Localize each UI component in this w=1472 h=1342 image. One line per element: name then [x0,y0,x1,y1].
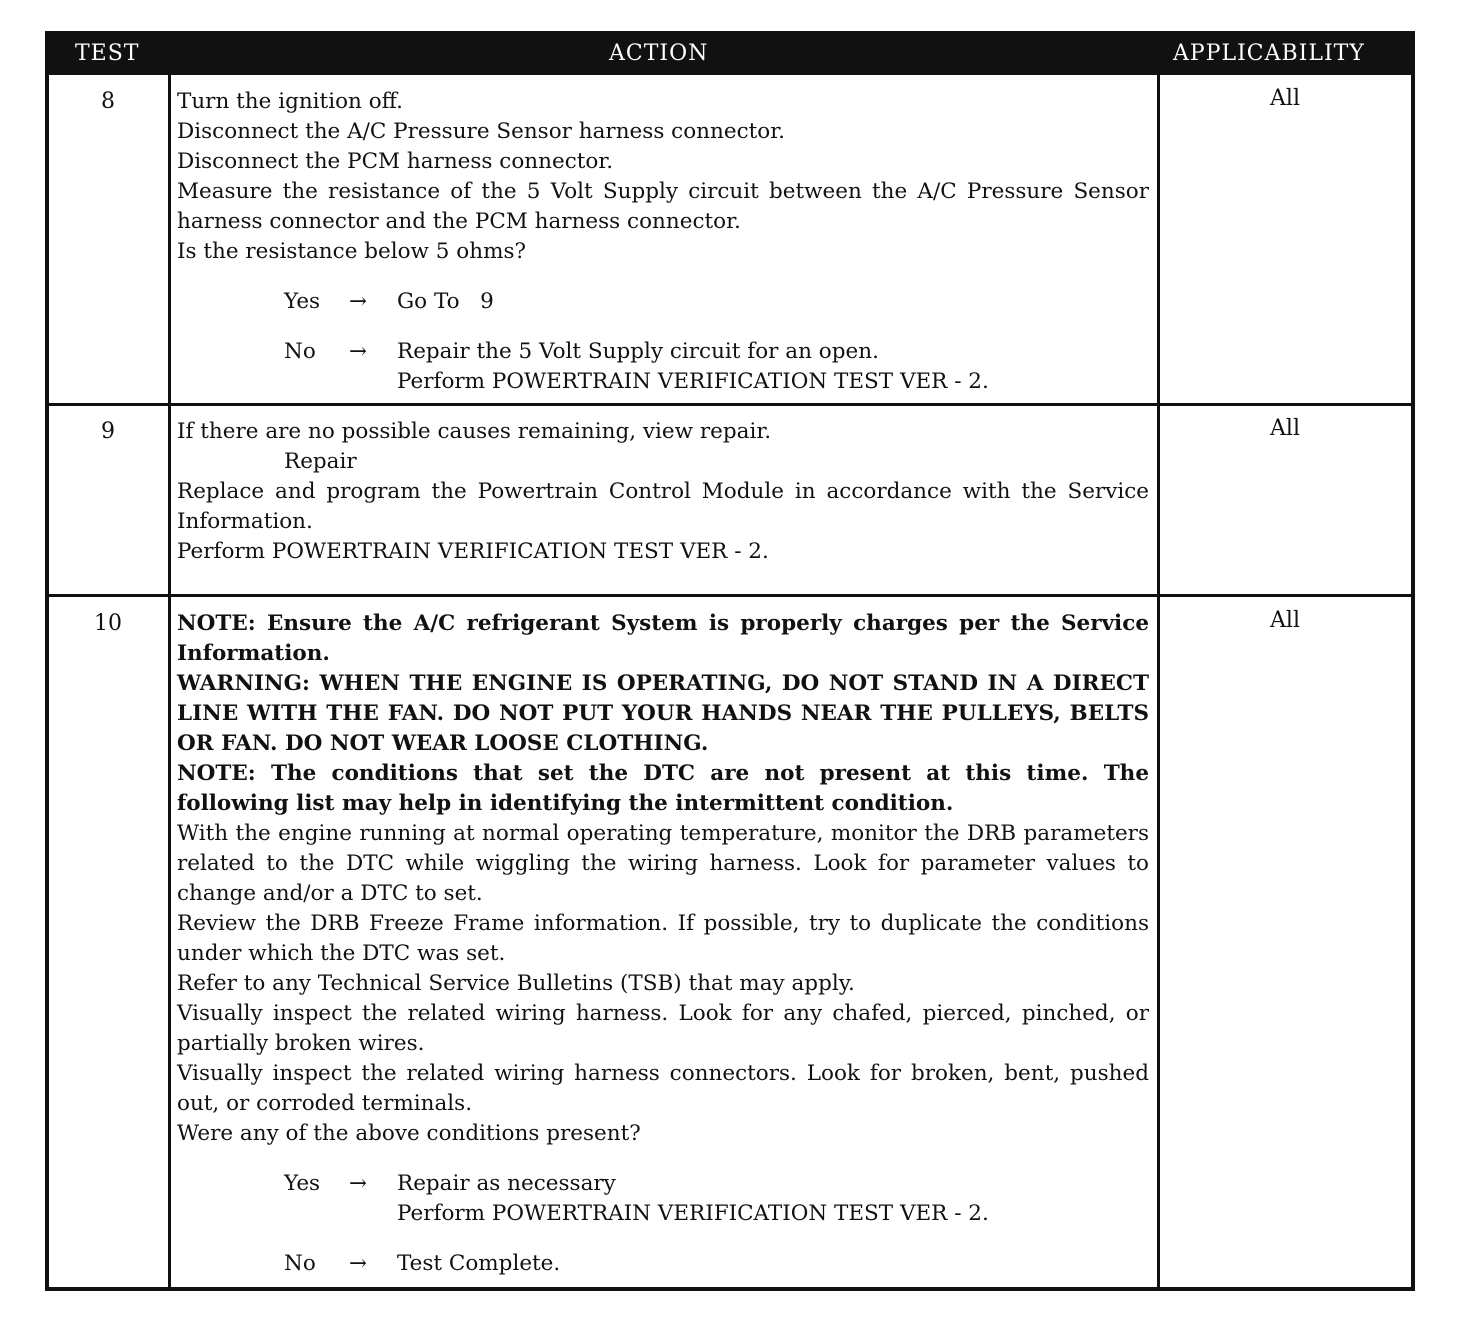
action-line: With the engine running at normal operating temperature, monitor the DRB parameters related to the DTC while wiggling the wiring harness. Look for parameter values to change and/or a DTC to set. [177,821,1149,906]
arrow-icon: → [349,1171,368,1196]
diagnostic-test-table [45,31,1415,1291]
action-line: Is the resistance below 5 ohms? [177,239,527,264]
action-line: Were any of the above conditions present? [177,1121,641,1146]
column-divider [1157,75,1160,1287]
no-label: No [284,339,316,364]
row-divider [49,594,1411,597]
yes-result: Perform POWERTRAIN VERIFICATION TEST VER - 2. [397,1201,989,1226]
answer-yes [177,287,1149,317]
test-number: 9 [101,419,115,444]
yes-result: Go To 9 [397,289,494,314]
action-line: Measure the resistance of the 5 Volt Supply circuit between the A/C Pressure Sensor harness connector and the PCM harness connector. [177,179,1149,234]
no-result: Perform POWERTRAIN VERIFICATION TEST VER - 2. [397,369,989,394]
no-label: No [284,1251,316,1276]
arrow-icon: → [349,339,368,364]
test-action [177,417,1149,567]
applicability-value: All [1270,86,1300,111]
note-text: NOTE: Ensure the A/C refrigerant System is properly charges per the Service Information. [177,611,1149,666]
test-number: 8 [101,89,115,114]
test-action [177,87,1149,397]
applicability-value: All [1270,608,1300,633]
table-header [49,35,1411,75]
row-divider [49,403,1411,406]
action-line: If there are no possible causes remaining, view repair. [177,419,772,444]
applicability-value: All [1270,416,1300,441]
header-applicability: APPLICABILITY [1173,41,1365,66]
answer-no [177,1249,1149,1279]
yes-label: Yes [284,289,321,314]
note-text: NOTE: The conditions that set the DTC are not present at this time. The following list may help in identifying the intermittent condition. [177,761,1149,816]
test-action [177,609,1149,1279]
action-line: Review the DRB Freeze Frame information. If possible, try to duplicate the conditions under which the DTC was set. [177,911,1149,966]
warning-text: WARNING: WHEN THE ENGINE IS OPERATING, DO NOT STAND IN A DIRECT LINE WITH THE FAN. DO NOT PUT YOUR HANDS NEAR THE PULLEYS, BELTS OR FAN. DO NOT WEAR LOOSE CLOTHING. [177,671,1149,756]
answer-yes [177,1169,1149,1229]
yes-result: Repair as necessary [397,1171,616,1196]
repair-text: Perform POWERTRAIN VERIFICATION TEST VER - 2. [177,539,769,564]
arrow-icon: → [349,1251,368,1276]
action-line: Visually inspect the related wiring harness. Look for any chafed, pierced, pinched, or partially broken wires. [177,1001,1149,1056]
test-number: 10 [94,611,122,636]
action-line: Turn the ignition off. [177,89,403,114]
repair-text: Replace and program the Powertrain Control Module in accordance with the Service Information. [177,479,1149,534]
action-line: Visually inspect the related wiring harness connectors. Look for broken, bent, pushed out, or corroded terminals. [177,1061,1149,1116]
action-line: Refer to any Technical Service Bulletins (TSB) that may apply. [177,971,855,996]
action-line: Disconnect the A/C Pressure Sensor harness connector. [177,119,785,144]
header-test: TEST [75,41,140,66]
header-action: ACTION [609,41,709,66]
arrow-icon: → [349,289,368,314]
no-result: Test Complete. [397,1251,561,1276]
action-line: Disconnect the PCM harness connector. [177,149,614,174]
column-divider [168,75,171,1287]
yes-label: Yes [284,1171,321,1196]
answer-no [177,337,1149,397]
no-result: Repair the 5 Volt Supply circuit for an open. [397,339,879,364]
repair-label: Repair [284,449,357,474]
